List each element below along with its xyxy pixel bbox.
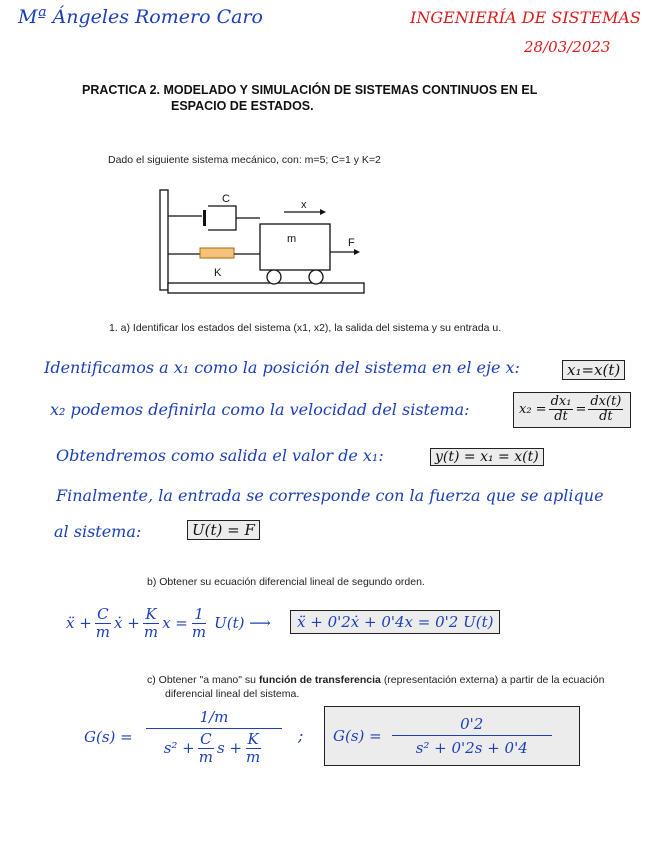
answer-c-box-numerator: 0'2 bbox=[460, 715, 484, 733]
answer-a-line5: al sistema: bbox=[54, 522, 142, 541]
answer-c-box-lhs: G(s) = bbox=[333, 727, 382, 745]
label-k: K bbox=[214, 267, 222, 279]
question-c-line1 bbox=[147, 674, 604, 686]
question-c-prefix: c) Obtener "a mano" su bbox=[147, 674, 257, 686]
answer-a-line2: x₂ podemos definirla como la velocidad del sistema: bbox=[50, 400, 470, 419]
subject-title: INGENIERÍA DE SISTEMAS bbox=[410, 8, 641, 27]
answer-c-lhs: G(s) = bbox=[84, 728, 133, 746]
intro-text: Dado el siguiente sistema mecánico, con: m=5; C=1 y K=2 bbox=[108, 154, 381, 166]
eq-b-k-over-m: $\frac{K}{m}$ bbox=[143, 605, 159, 641]
answer-a-box3: y(t) = x₁ = x(t) bbox=[430, 448, 544, 466]
answer-a-line1 bbox=[44, 358, 520, 377]
author-name: Mª Ángeles Romero Caro bbox=[18, 6, 263, 28]
label-m: m bbox=[287, 233, 297, 245]
answer-c-separator: ; bbox=[298, 726, 304, 745]
date: 28/03/2023 bbox=[524, 38, 611, 56]
box2-fraction2: $\frac{dx(t)}{dt}$ bbox=[590, 394, 622, 425]
eq-b-c-over-m: $\frac{C}{m}$ bbox=[95, 605, 111, 641]
wall bbox=[160, 190, 168, 290]
answer-c-box bbox=[324, 706, 580, 766]
answer-c-denominator: s² + $\frac{C}{m}$ s + $\frac{K}{m}$ bbox=[163, 730, 261, 766]
question-c-bold: función de transferencia bbox=[258, 674, 381, 686]
mass-block bbox=[260, 224, 330, 270]
answer-b-box: ẍ + 0'2ẋ + 0'4x = 0'2 U(t) bbox=[290, 610, 500, 634]
answer-a-line3: Obtendremos como salida el valor de x₁: bbox=[56, 446, 384, 465]
label-x: x bbox=[301, 199, 307, 211]
practice-title-line1: PRACTICA 2. MODELADO Y SIMULACIÓN DE SISTEMAS CONTINUOS EN EL bbox=[82, 83, 538, 97]
ground bbox=[168, 283, 364, 293]
box2-eq: = bbox=[575, 402, 587, 418]
spring bbox=[200, 248, 234, 258]
wheel-right bbox=[309, 270, 323, 284]
answer-c-numerator: 1/m bbox=[199, 708, 229, 726]
answer-c-box-fraction bbox=[392, 715, 552, 757]
answer-b-equation bbox=[66, 606, 271, 640]
box2-fraction1: $\frac{\text{dx₁}}{dt}$ bbox=[550, 394, 572, 425]
label-f: F bbox=[348, 237, 355, 249]
question-b: b) Obtener su ecuación diferencial lineal de segundo orden. bbox=[147, 576, 425, 588]
eq-b-mid2: x = bbox=[162, 614, 188, 632]
practice-title-line2: ESPACIO DE ESTADOS. bbox=[171, 99, 314, 113]
answer-a-box2 bbox=[513, 392, 631, 428]
damper bbox=[208, 206, 236, 230]
mechanical-system-diagram bbox=[150, 186, 365, 304]
box2-lhs: x₂ = bbox=[519, 402, 547, 418]
answer-c-box-denominator: s² + 0'2s + 0'4 bbox=[415, 739, 528, 757]
answer-c-box-fraction-bar bbox=[392, 735, 552, 736]
eq-b-mid1: ẋ + bbox=[114, 614, 140, 632]
answer-a-line4: Finalmente, la entrada se corresponde con la fuerza que se aplique bbox=[56, 486, 604, 505]
label-c: C bbox=[222, 193, 230, 205]
x-arrow-head bbox=[320, 209, 326, 215]
question-c-line2: diferencial lineal del sistema. bbox=[165, 688, 300, 700]
wheel-left bbox=[267, 270, 281, 284]
eq-b-start: ẍ + bbox=[66, 614, 92, 632]
eq-b-end: U(t) ⟶ bbox=[214, 614, 271, 632]
answer-a-box4: U(t) = F bbox=[187, 520, 260, 540]
force-arrow-head bbox=[354, 249, 360, 255]
answer-a-line1-text: Identificamos a x₁ como la posición del sistema en el eje x: bbox=[44, 358, 520, 377]
answer-c-fraction-bar bbox=[146, 728, 282, 729]
eq-b-one-over-m: $\frac{1}{m}$ bbox=[191, 605, 207, 641]
answer-a-box1: x₁=x(t) bbox=[562, 360, 625, 380]
answer-c-fraction bbox=[146, 708, 282, 765]
question-c-suffix: (representación externa) a partir de la ecuación bbox=[383, 674, 605, 686]
question-a: 1. a) Identificar los estados del sistema (x1, x2), la salida del sistema y su entrada u. bbox=[109, 322, 502, 334]
